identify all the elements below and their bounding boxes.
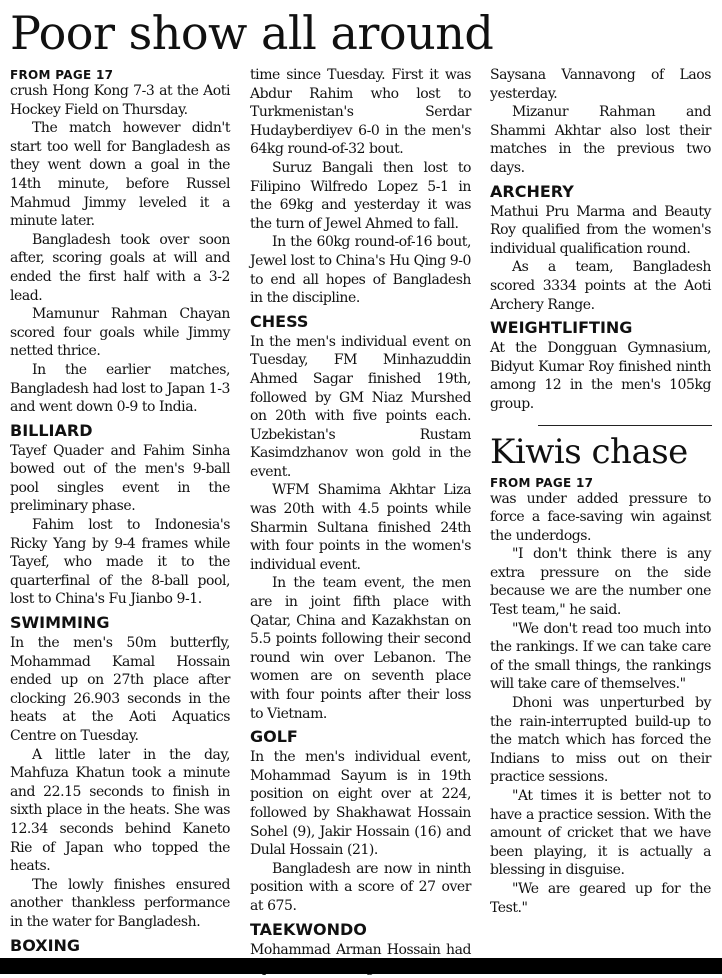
- kiwis-headline: Kiwis chase: [490, 431, 688, 472]
- paragraph: Tayef Quader and Fahim Sinha bowed out of the men's 9-ball pool singles event in the preliminary phase.: [10, 442, 230, 515]
- paragraph: "We don't read too much into the rankings. If we can take care of the small things, the rankings will take care of themselves.": [490, 620, 711, 693]
- paragraph: "At times it is better not to have a practice session. With the amount of cricket that we have been playing, it is actually a blessing in disguise.: [490, 788, 711, 879]
- section-heading-billiard: BILLIARD: [10, 420, 93, 440]
- paragraph: time since Tuesday. First it was Abdur Rahim who lost to Turkmenistan's Serdar Hudayberdiyev 6-0 in the men's 64kg round-of-32 bout.: [250, 67, 471, 158]
- paragraph: "We are geared up for the Test.": [490, 880, 711, 916]
- paragraph: In the team event, the men are in joint fifth place with Qatar, China and Kazakhstan on 5.5 points following their second round win over Lebanon. The women are on seventh place with four points after their loss to Vietnam.: [250, 575, 471, 722]
- paragraph: Suruz Bangali then lost to Filipino Wilfredo Lopez 5-1 in the 69kg and yesterday it was the turn of Jewel Ahmed to fall.: [250, 159, 471, 232]
- section-heading-weightlifting: WEIGHTLIFTING: [490, 318, 633, 338]
- from-page-kicker: FROM PAGE 17: [10, 68, 114, 82]
- paragraph: was under added pressure to force a face-saving win against the underdogs.: [490, 490, 711, 544]
- paragraph: The match however didn't start too well for Bangladesh as they went down a goal in the 14th minute, before Russel Mahmud Jimmy leveled it a minute later.: [10, 120, 230, 230]
- section-heading-taekwondo: TAEKWONDO: [250, 919, 367, 939]
- paragraph: WFM Shamima Akhtar Liza was 20th with 4.5 points while Sharmin Sultana finished 24th with four points in the women's individual event.: [250, 482, 471, 573]
- paragraph: A little later in the day, Mahfuza Khatun took a minute and 22.15 seconds to finish in sixth place in the heats. She was 12.34 seconds behind Kaneto Rie of Japan who topped the heats.: [10, 746, 230, 875]
- column-3: [490, 66, 711, 917]
- paragraph: At the Dongguan Gymnasium, Bidyut Kumar Roy finished ninth among 12 in the men's 105kg group.: [490, 340, 711, 412]
- page-headline: Poor show all around: [10, 6, 494, 60]
- paragraph: "I don't think there is any extra pressure on the side because we are the number one Test team," he said.: [490, 546, 711, 619]
- section-heading-archery: ARCHERY: [490, 181, 574, 201]
- paragraph: crush Hong Kong 7-3 at the Aoti Hockey Field on Thursday.: [10, 83, 230, 118]
- paragraph: The lowly finishes ensured another thankless performance in the water for Bangladesh.: [10, 876, 230, 930]
- section-heading-golf: GOLF: [250, 727, 298, 747]
- from-page-kicker: FROM PAGE 17: [490, 475, 594, 490]
- paragraph: Bangladesh are now in ninth position with a score of 27 over at 675.: [250, 860, 471, 914]
- paragraph: Bangladesh took over soon after, scoring goals at will and ended the first half with a 3-2 lead.: [10, 231, 230, 304]
- column-1: [10, 66, 230, 975]
- paragraph: Mamunur Rahman Chayan scored four goals while Jimmy netted thrice.: [10, 306, 230, 360]
- paragraph: Mathui Pru Marma and Beauty Roy qualified from the women's individual qualification round.: [490, 203, 711, 257]
- bottom-black-bar: [0, 958, 722, 974]
- paragraph: Fahim lost to Indonesia's Ricky Yang by 9-4 frames while Tayef, who made it to the quarterfinal of the 8-ball pool, lost to China's Fu Jianbo 9-1.: [10, 517, 230, 608]
- paragraph: Saysana Vannavong of Laos yesterday.: [490, 67, 711, 102]
- section-heading-chess: CHESS: [250, 311, 309, 331]
- paragraph: In the men's individual event, Mohammad Sayum is in 19th position on eight over at 224, followed by Shakhawat Hossain Sohel (9), Jakir Hossain (16) and Dulal Hossain (21).: [250, 749, 471, 859]
- paragraph: Mohammad Arman Hossain had: [250, 941, 471, 958]
- section-heading-boxing: BOXING: [10, 935, 81, 955]
- paragraph: Dhoni was unperturbed by the rain-interrupted build-up to the match which has forced the Indians to miss out on their practice sessions.: [490, 695, 711, 786]
- paragraph: Mizanur Rahman and Shammi Akhtar also lost their matches in the previous two days.: [490, 104, 711, 176]
- paragraph: As a team, Bangladesh scored 3334 points at the Aoti Archery Range.: [490, 259, 711, 313]
- column-2: [250, 66, 471, 978]
- paragraph: In the men's 50m butterfly, Mohammad Kamal Hossain ended up on 27th place after clocking 26.903 seconds in the heats at the Aoti Aquatics Centre on Tuesday.: [10, 635, 230, 744]
- paragraph: In the 60kg round-of-16 bout, Jewel lost to China's Hu Qing 9-0 to end all hopes of Bangladesh in the discipline.: [250, 234, 471, 307]
- section-heading-swimming: SWIMMING: [10, 613, 110, 633]
- paragraph: In the men's individual event on Tuesday, FM Minhazuddin Ahmed Sagar finished 19th, followed by GM Niaz Murshed on 20th with five points each. Uzbekistan's Rustam Kasimdzhanov won gold in the event.: [250, 333, 471, 480]
- section-divider: [538, 425, 712, 426]
- paragraph: In the earlier matches, Bangladesh had lost to Japan 1-3 and went down 0-9 to India.: [10, 361, 230, 416]
